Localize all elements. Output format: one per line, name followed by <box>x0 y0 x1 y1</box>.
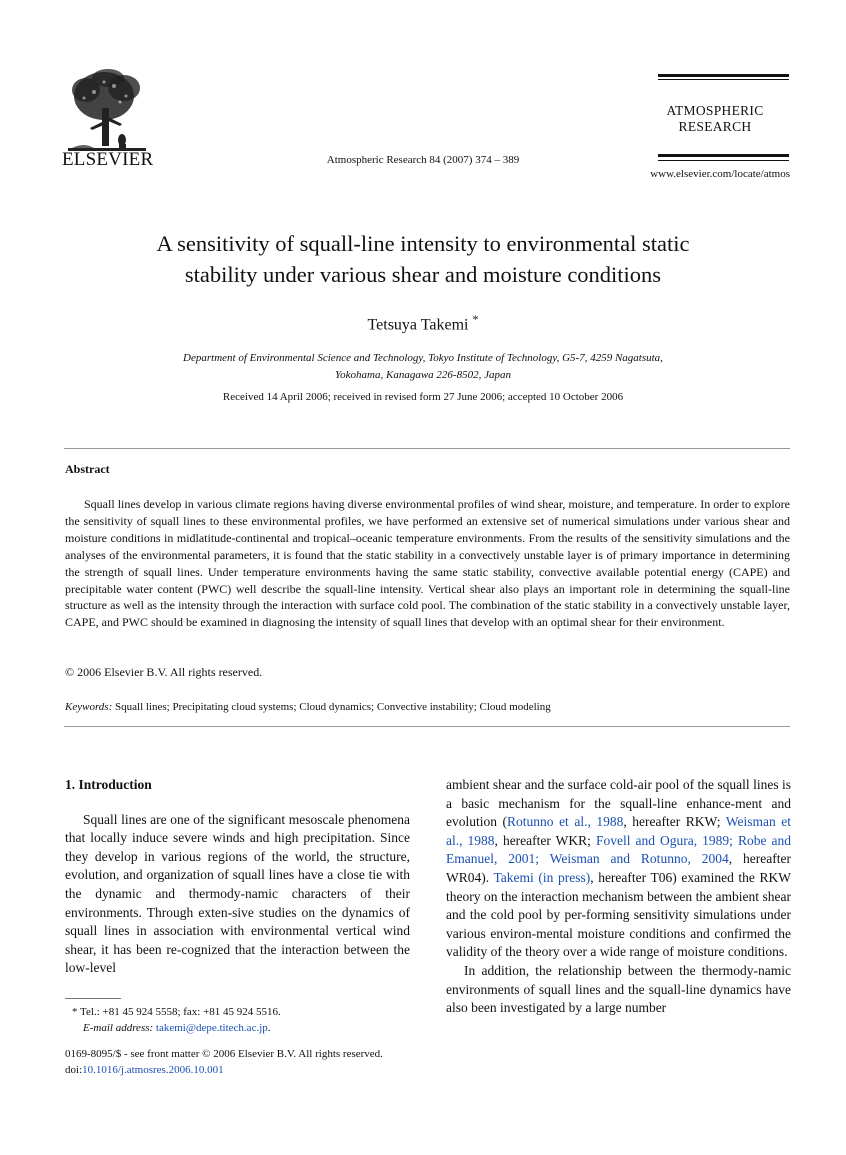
email-label: E-mail address: <box>83 1022 154 1034</box>
issn-line: 0169-8095/$ - see front matter © 2006 Elsevier B.V. All rights reserved. <box>65 1048 383 1060</box>
front-matter <box>65 1047 383 1078</box>
author-footnote-mark[interactable]: * <box>472 312 479 326</box>
doi-line <box>65 1063 383 1079</box>
abstract-copyright: © 2006 Elsevier B.V. All rights reserved. <box>65 665 263 679</box>
divider-top <box>64 448 790 449</box>
keywords-list: Squall lines; Precipitating cloud systems; Cloud dynamics; Convective instability; Cloud modeling <box>115 701 551 713</box>
journal-name-line1: ATMOSPHERIC <box>666 103 764 118</box>
text-segment: , hereafter WR04). <box>446 851 791 885</box>
author <box>0 312 846 334</box>
title-line2: stability under various shear and moisture conditions <box>184 262 662 287</box>
abstract-text: Squall lines develop in various climate regions having diverse environmental profiles of wind shear, moisture, and temperature. In order to explore the sensitivity of squall lines to these environmental profiles, we have performed an extensive set of numerical simulations under various shear and moisture conditions in midlatitude-continental and tropical–oceanic temperature environments. From the results of the sensitivity simulations and the analyses of the environmental parameters, it is found that the static stability in a convectively unstable layer is of primary importance in determining the strength of squall lines. Under temperature environments having the same static stability, convective available potential energy (CAPE) and precipitable water content (PWC) well describe the squall-line intensity. Vertical shear also plays an important role in determining the squall-line structure as well as the intensity through the interaction with surface cold pool. The combination of the static stability in a convectively unstable layer, CAPE, and PWC should be examined in diagnosing the intensity of squall lines that develop with an optimal shear for their environment. <box>65 497 790 630</box>
email-end: . <box>267 1022 271 1034</box>
doi-label: doi: <box>65 1063 83 1076</box>
divider-bottom <box>64 726 790 727</box>
journal-rule-bottom-thin <box>658 160 789 161</box>
text-segment: , hereafter WKR; <box>494 832 596 848</box>
journal-name <box>640 103 790 135</box>
doi-link[interactable]: 10.1016/j.atmosres.2006.10.001 <box>82 1063 224 1076</box>
title-line1: A sensitivity of squall-line intensity to environmental static <box>156 231 690 256</box>
footnote <box>72 1004 281 1036</box>
text-segment: , hereafter RKW; <box>623 814 726 830</box>
journal-name-line2: RESEARCH <box>678 119 752 134</box>
publisher-name: ELSEVIER <box>62 149 154 170</box>
email-link[interactable]: takemi@depe.titech.ac.jp <box>155 1022 268 1034</box>
affiliation-line1: Department of Environmental Science and Technology, Tokyo Institute of Technology, G5-7, 4259 Nagatsuta, <box>183 352 663 364</box>
second-paragraph: In addition, the relationship between the thermody-namic environments of squall lines and the squall-line dynamics have also been investigated by a large number <box>446 962 791 1016</box>
text-segment: , hereafter T06) examined the RKW theory on the interaction mechanism between the ambient shear and the cold pool by per-forming sensitivity simulations under various environ-mental moisture conditions and confirmed the validity of the theory over a wide range of moisture conditions. <box>446 869 792 960</box>
journal-rule-top-thin <box>658 79 789 80</box>
body-column-right <box>446 776 791 1018</box>
intro-paragraph: Squall lines are one of the significant mesoscale phenomena that locally induce severe winds and high precipitation. Since they develop in various regions of the world, the structure, evolution, and organization of squall lines have a close tie with the dynamic and thermody-namic characters of their environments. Through exten-sive studies on the dynamics of squall lines in association with environmental vertical wind shear, it has been re-cognized that the interaction between the low-level <box>65 811 410 976</box>
article-title <box>60 228 786 290</box>
affiliation-line2: Yokohama, Kanagawa 226-8502, Japan <box>335 368 511 381</box>
journal-rule-top <box>658 74 789 77</box>
keywords <box>65 701 551 713</box>
keywords-label: Keywords: <box>65 701 113 713</box>
citation-link-fovell-robe-weisman[interactable]: Fovell and Ogura, 1989; Robe and Emanuel, 2001; Weisman and Rotunno, 2004 <box>446 832 791 867</box>
footnote-email-line <box>72 1020 281 1036</box>
body-column-left <box>65 776 410 978</box>
footnote-tel: * Tel.: +81 45 924 5558; fax: +81 45 924 5516. <box>72 1006 281 1018</box>
intro-paragraph-continued <box>446 776 791 962</box>
text-segment: ambient shear and the surface cold-air pool of the squall lines is a basic mechanism for the squall-line enhance-ment and evolution ( <box>446 777 791 830</box>
citation-link-rotunno-1988[interactable]: Rotunno et al., 1988 <box>507 814 624 830</box>
article-dates: Received 14 April 2006; received in revised form 27 June 2006; accepted 10 October 2006 <box>222 391 624 403</box>
citation-link-weisman-1988[interactable]: Weisman et al., 1988 <box>446 814 791 848</box>
elsevier-tree-logo <box>64 68 150 156</box>
abstract-heading: Abstract <box>65 462 110 476</box>
journal-rule-bottom <box>658 154 789 157</box>
affiliation <box>100 350 746 383</box>
author-name: Tetsuya Takemi <box>367 316 469 334</box>
footnote-rule <box>65 998 121 999</box>
journal-reference: Atmospheric Research 84 (2007) 374 – 389 <box>326 154 520 166</box>
citation-link-takemi-in-press[interactable]: Takemi (in press) <box>493 869 591 885</box>
section-title: 1. Introduction <box>65 777 152 792</box>
journal-url-link[interactable]: www.elsevier.com/locate/atmos <box>650 168 790 180</box>
